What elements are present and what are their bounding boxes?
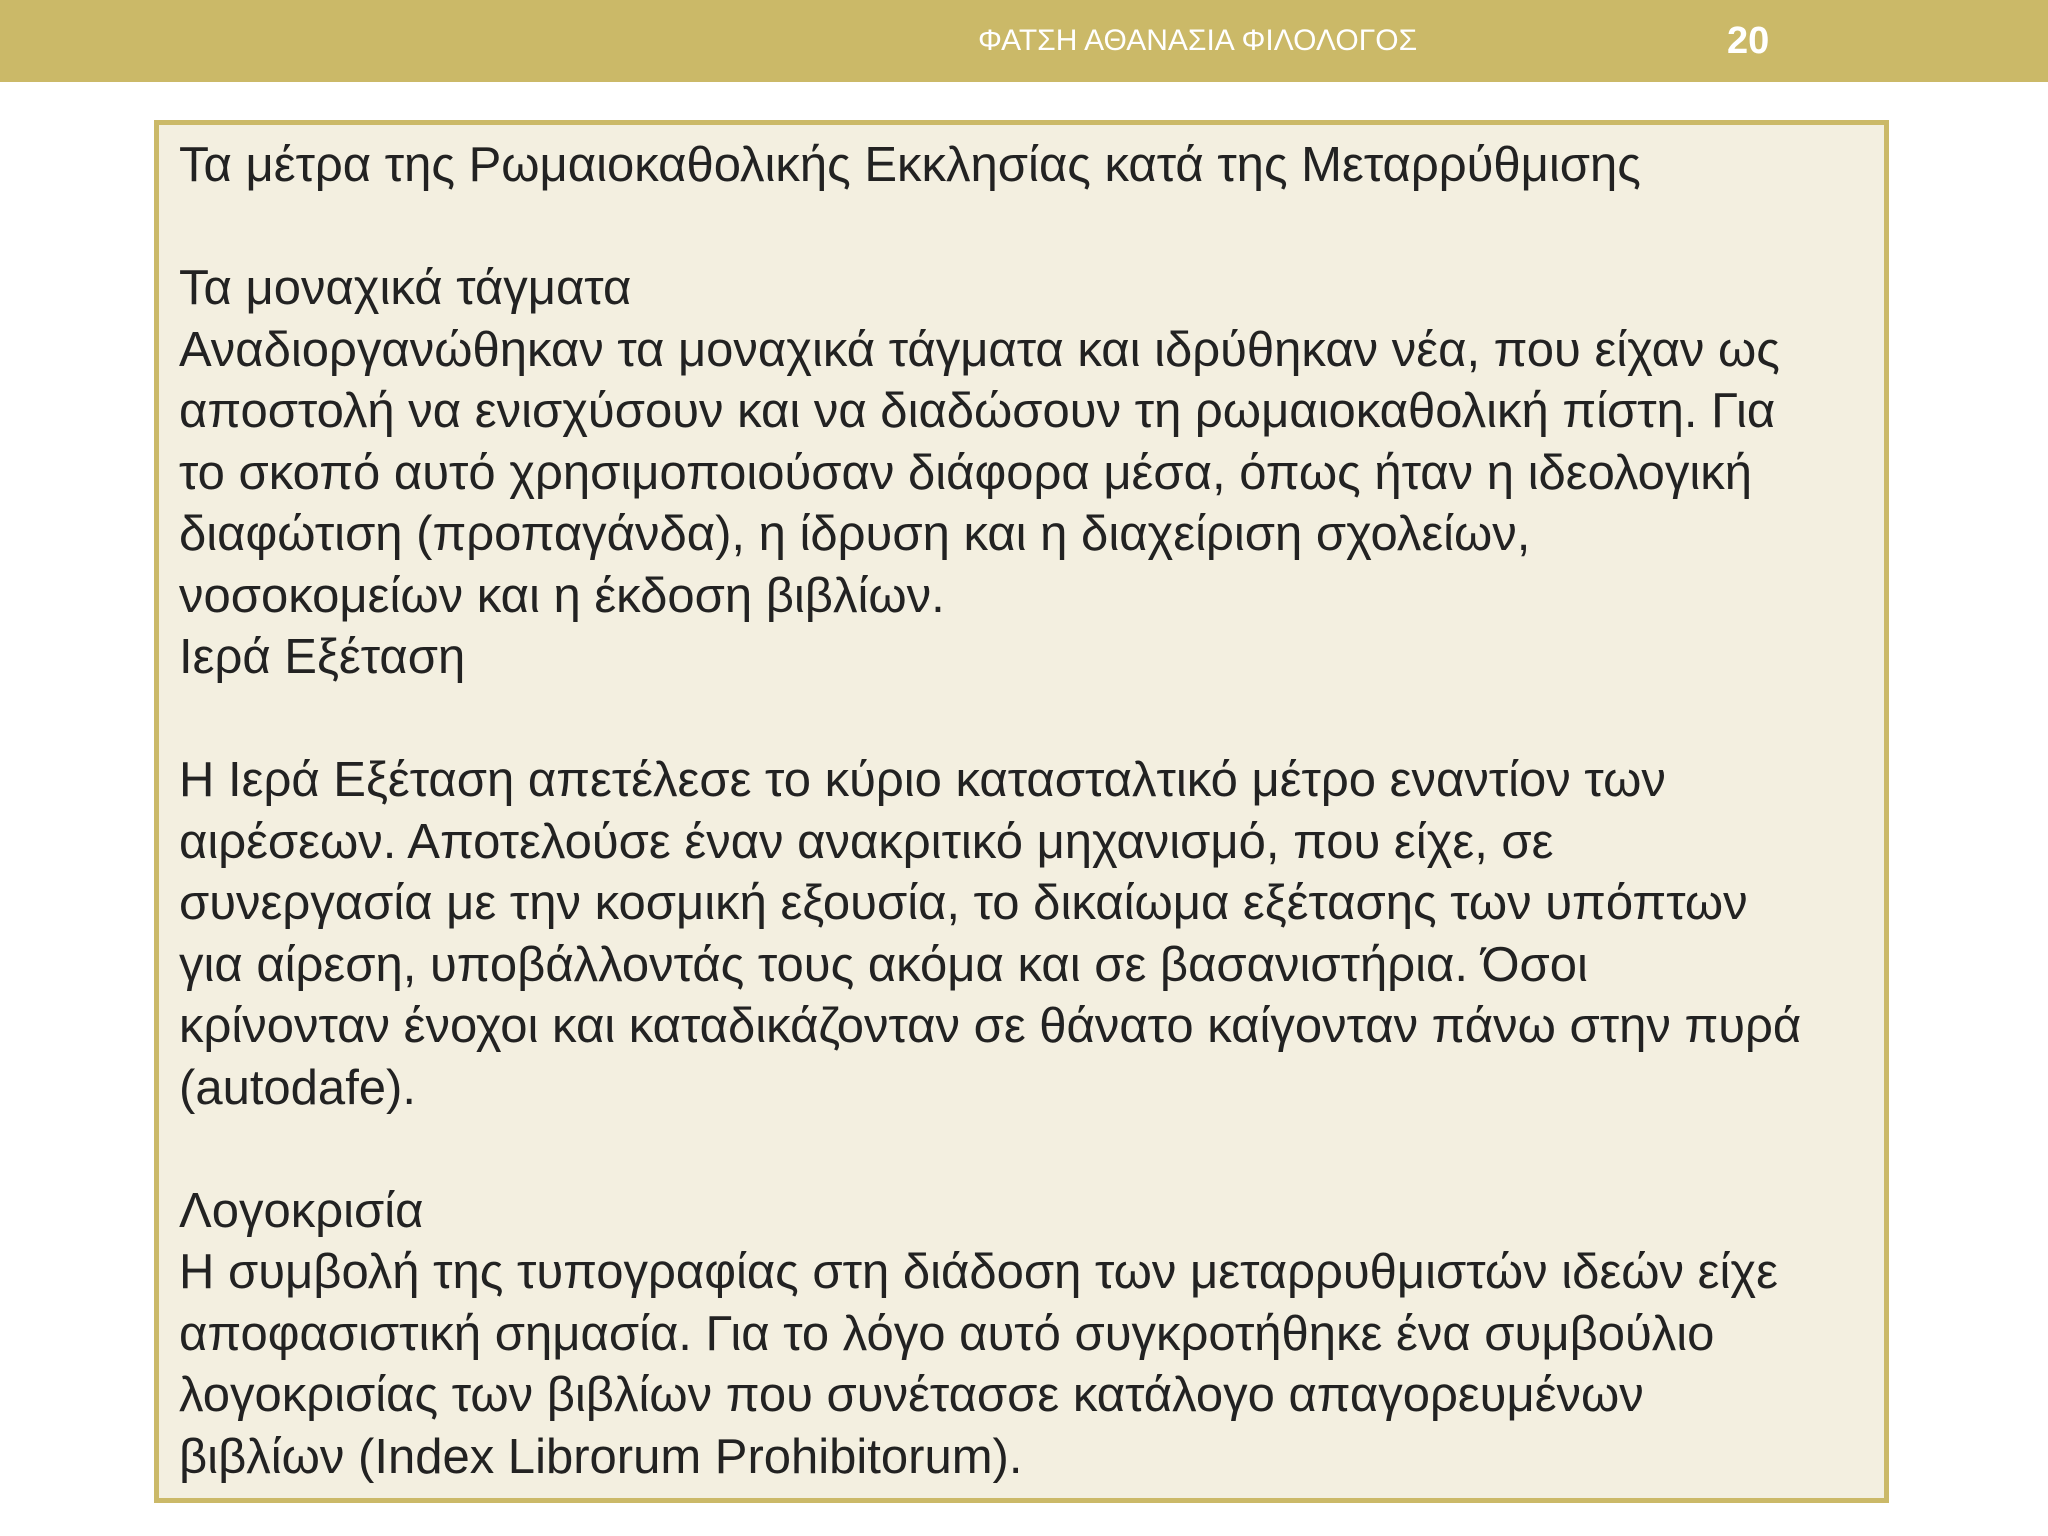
paragraph-line: Η Ιερά Εξέταση απετέλεσε το κύριο κατασταλτικό μέτρο εναντίον των: [179, 753, 1666, 807]
spacer: [179, 689, 1879, 751]
content-box: [154, 120, 1889, 1503]
paragraph-line: νοσοκομείων και η έκδοση βιβλίων.: [179, 568, 945, 623]
paragraph-line: για αίρεση, υποβάλλοντάς τους ακόμα και σε βασανιστήρια. Όσοι: [179, 937, 1588, 992]
header-bar: [0, 0, 2048, 82]
spacer: [179, 1119, 1879, 1181]
paragraph-line: το σκοπό αυτό χρησιμοποιούσαν διάφορα μέσα, όπως ήταν η ιδεολογική: [179, 445, 1753, 500]
paragraph-line: αποστολή να ενισχύσουν και να διαδώσουν τη ρωμαιοκαθολική πίστη. Για: [179, 384, 1776, 438]
slide-title: Τα μέτρα της Ρωμαιοκαθολικής Εκκλησίας κατά της Μεταρρύθμισης: [179, 138, 1641, 192]
paragraph-line: λογοκρισίας των βιβλίων που συνέτασσε κατάλογο απαγορευμένων: [179, 1368, 1644, 1422]
section-heading-inquisition: Ιερά Εξέταση: [179, 630, 466, 684]
page-number: 20: [1727, 20, 1770, 62]
spacer: [179, 197, 1879, 259]
paragraph-line: Η συμβολή της τυπογραφίας στη διάδοση των μεταρρυθμιστών ιδεών είχε: [179, 1245, 1778, 1299]
paragraph-line: αποφασιστική σημασία. Για το λόγο αυτό συγκροτήθηκε ένα συμβούλιο: [179, 1306, 1715, 1361]
slide-content: [179, 135, 1879, 1488]
header-title: ΦΑΤΣΗ ΑΘΑΝΑΣΙΑ ΦΙΛΟΛΟΓΟΣ: [978, 24, 1418, 57]
paragraph-line: βιβλίων (Index Librorum Prohibitorum).: [179, 1429, 1023, 1484]
paragraph-line: αιρέσεων. Αποτελούσε έναν ανακριτικό μηχανισμό, που είχε, σε: [179, 814, 1554, 869]
paragraph-line: Αναδιοργανώθηκαν τα μοναχικά τάγματα και ιδρύθηκαν νέα, που είχαν ως: [179, 322, 1780, 377]
paragraph-line: κρίνονταν ένοχοι και καταδικάζονταν σε θάνατο καίγονταν πάνω στην πυρά: [179, 999, 1802, 1053]
paragraph-line: συνεργασία με την κοσμική εξουσία, το δικαίωμα εξέτασης των υπόπτων: [179, 876, 1748, 930]
paragraph-line: διαφώτιση (προπαγάνδα), η ίδρυση και η διαχείριση σχολείων,: [179, 507, 1531, 561]
section-heading-censorship: Λογοκρισία: [179, 1183, 424, 1238]
paragraph-line: (autodafe).: [179, 1060, 416, 1115]
section-heading-monastic-orders: Τα μοναχικά τάγματα: [179, 261, 632, 315]
